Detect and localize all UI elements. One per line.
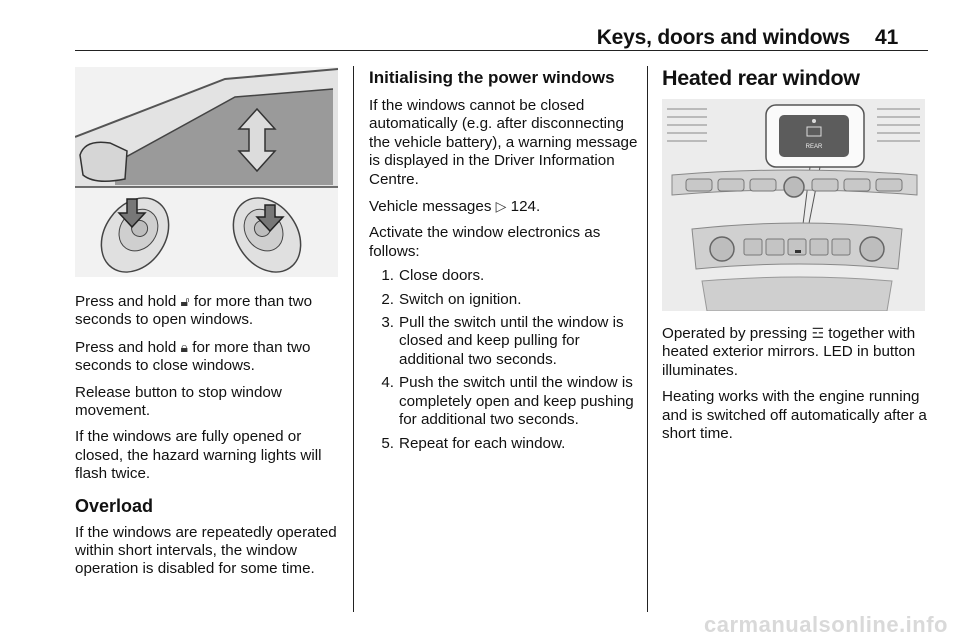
column-right-heading-wrap	[662, 66, 932, 90]
watermark: carmanualsonline.info	[704, 612, 948, 637]
page-reference-arrow-icon: ▷	[495, 198, 507, 215]
column-right	[662, 324, 937, 451]
column-middle	[369, 68, 639, 458]
steps-list	[369, 267, 639, 453]
list-item: 4. Push the switch until the window is completely open and keep pushing for additional two seconds.	[381, 374, 634, 429]
heated-rear-window-figure	[662, 99, 925, 311]
list-item: 3. Pull the switch until the window is closed and keep pulling for additional two seconds.	[381, 314, 624, 368]
initialising-paragraph: If the windows cannot be closed automatically (e.g. after disconnecting the vehicle battery), a warning message is displayed in the Driver Information Centre.	[369, 97, 638, 188]
release-paragraph: Release button to stop window movement.	[75, 383, 282, 420]
hazard-paragraph: If the windows are fully opened or closed, the hazard warning lights will flash twice.	[75, 428, 322, 483]
running-header-title: Keys, doors and windows	[596, 26, 850, 49]
column-divider-left	[353, 66, 354, 612]
overload-paragraph: If the windows are repeatedly operated within short intervals, the window operation is disabled for some time.	[75, 523, 337, 578]
rear-window-heat-icon: ☲	[811, 325, 824, 341]
list-item: 5. Repeat for each window.	[381, 434, 566, 452]
unlock-icon: 🔓︎	[180, 293, 190, 309]
power-window-figure	[75, 67, 338, 277]
heated-rear-window-heading: Heated rear window	[662, 66, 860, 90]
vehicle-messages-reference: Vehicle messages ▷ 124.	[369, 198, 541, 216]
page-number: 41	[875, 26, 899, 49]
window-door-illustration	[75, 67, 338, 277]
operated-by-paragraph: Operated by pressing ☲ together with heated exterior mirrors. LED in button illuminates.	[662, 325, 916, 379]
list-item: 2. Switch on ignition.	[381, 290, 522, 308]
heating-works-paragraph: Heating works with the engine running and is switched off automatically after a short time.	[662, 388, 927, 443]
activate-paragraph: Activate the window electronics as follows:	[369, 224, 601, 260]
list-item: 1. Close doors.	[381, 267, 485, 285]
rear-button-label: REAR	[805, 144, 823, 150]
column-left	[75, 292, 345, 587]
initialising-heading: Initialising the power windows	[369, 68, 615, 87]
open-windows-paragraph: Press and hold 🔓︎ for more than two seconds to open windows.	[75, 293, 313, 329]
overload-heading: Overload	[75, 495, 154, 516]
column-divider-right	[647, 66, 648, 612]
close-windows-paragraph: Press and hold 🔒︎ for more than two seconds to close windows.	[75, 338, 311, 375]
header-rule	[75, 50, 928, 51]
dashboard-console-illustration	[662, 99, 925, 311]
lock-icon: 🔒︎	[180, 338, 188, 355]
